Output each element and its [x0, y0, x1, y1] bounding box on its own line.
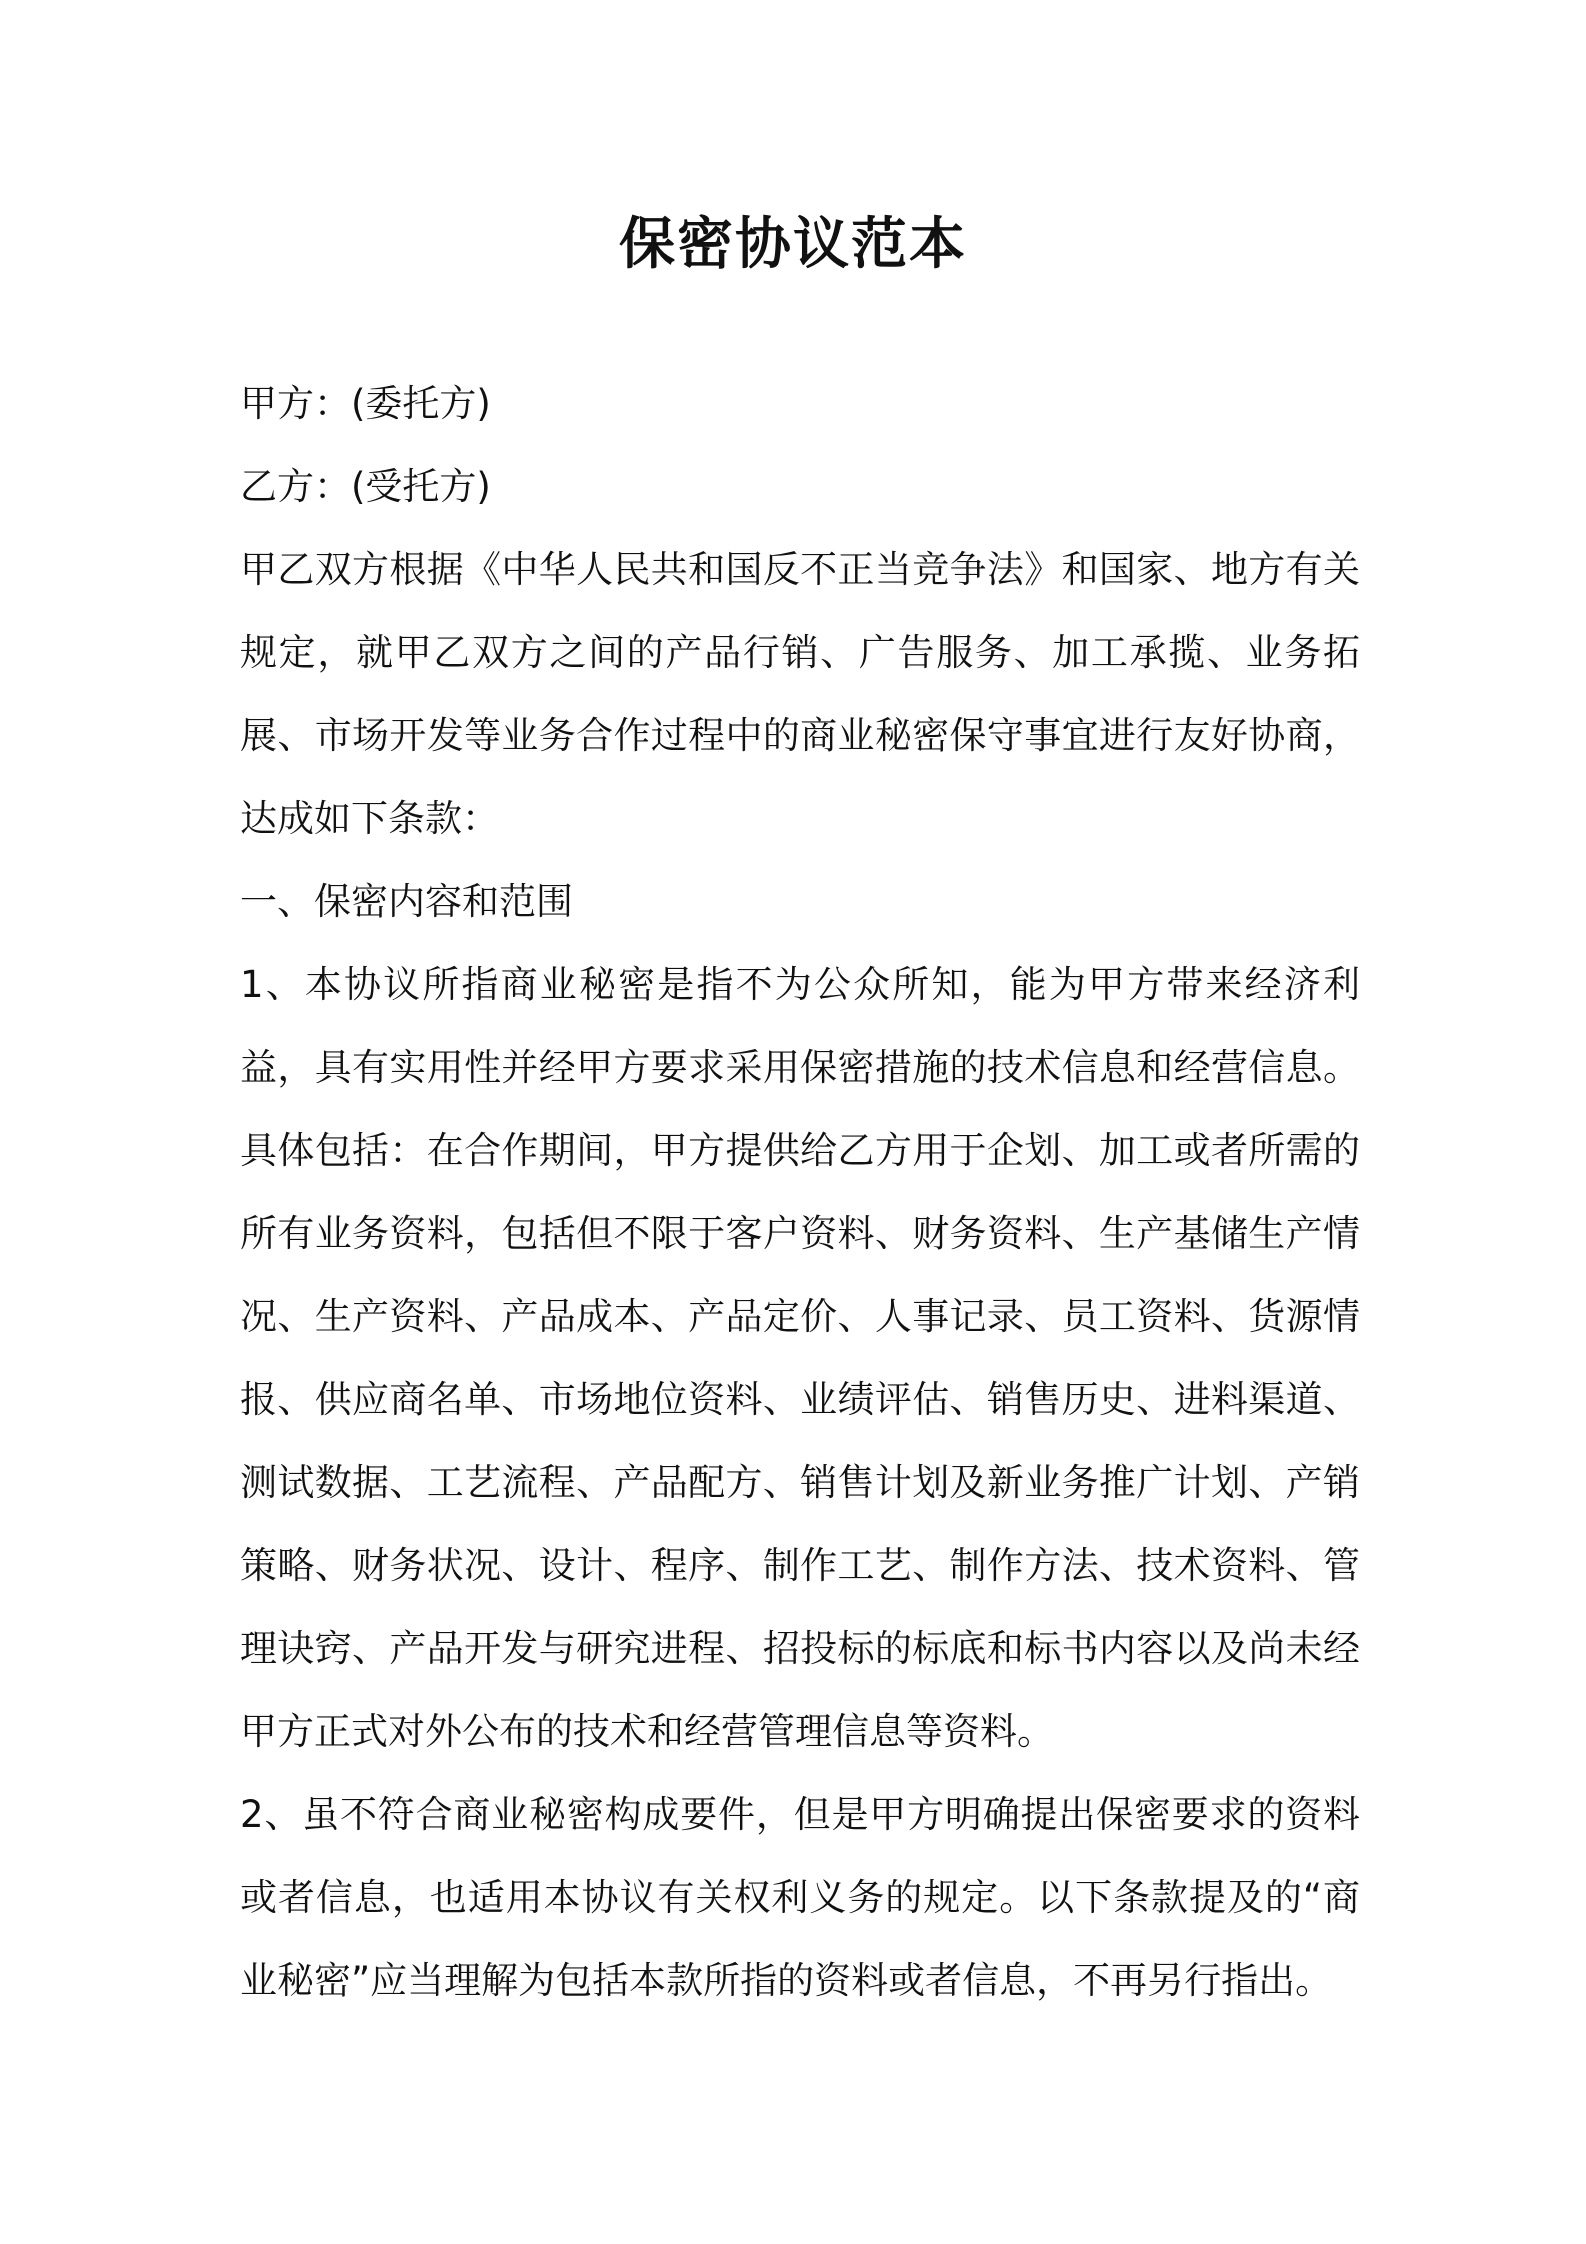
party-b-line: 乙方：(受托方)	[240, 465, 491, 508]
document-title: 保密协议范本	[619, 212, 967, 277]
document-body	[240, 362, 1360, 2022]
clause-2-paragraph: 2、虽不符合商业秘密构成要件，但是甲方明确提出保密要求的资料或者信息，也适用本协议有关权利义务的规定。以下条款提及的“商业秘密”应当理解为包括本款所指的资料或者信息，不再另行指出。	[240, 1793, 1360, 2002]
party-a-line: 甲方：(委托方)	[240, 382, 491, 425]
section-heading: 一、保密内容和范围	[240, 880, 573, 923]
preamble-paragraph: 甲乙双方根据《中华人民共和国反不正当竞争法》和国家、地方有关规定，就甲乙双方之间的产品行销、广告服务、加工承揽、业务拓展、市场开发等业务合作过程中的商业秘密保守事宜进行友好协商，达成如下条款：	[240, 548, 1360, 840]
clause-1-paragraph: 1、本协议所指商业秘密是指不为公众所知，能为甲方带来经济利益，具有实用性并经甲方要求采用保密措施的技术信息和经营信息。具体包括：在合作期间，甲方提供给乙方用于企划、加工或者所需的所有业务资料，包括但不限于客户资料、财务资料、生产基储生产情况、生产资料、产品成本、产品定价、人事记录、员工资料、货源情报、供应商名单、市场地位资料、业绩评估、销售历史、进料渠道、测试数据、工艺流程、产品配方、销售计划及新业务推广计划、产销策略、财务状况、设计、程序、制作工艺、制作方法、技术资料、管理诀窍、产品开发与研究进程、招投标的标底和标书内容以及尚未经甲方正式对外公布的技术和经营管理信息等资料。	[240, 963, 1360, 1753]
